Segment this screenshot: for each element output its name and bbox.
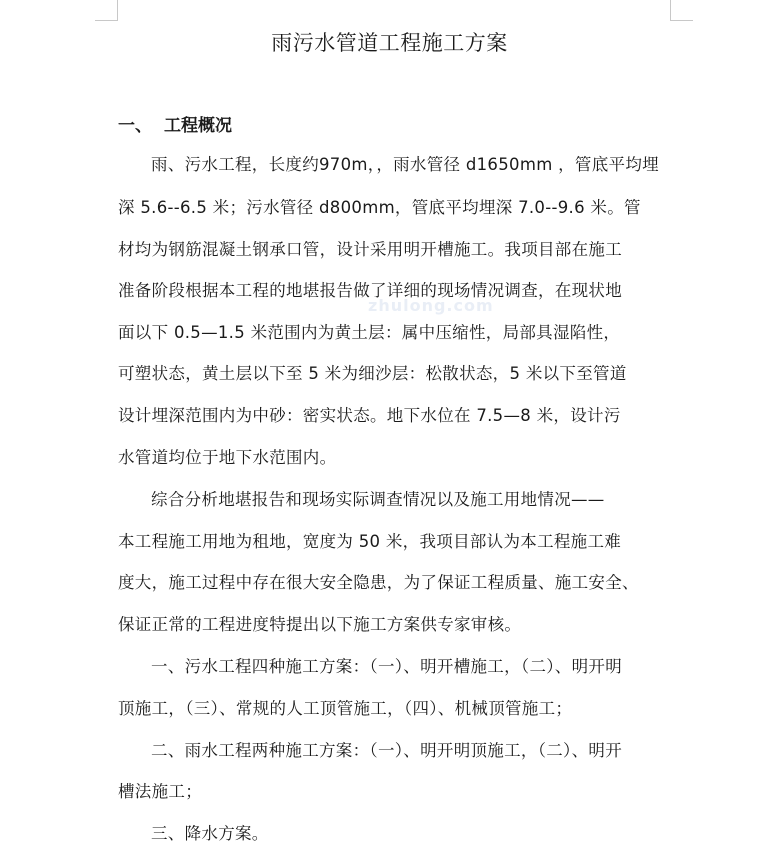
paragraph-line: 可塑状态，黄土层以下至 5 米为细沙层：松散状态，5 米以下至管道 — [118, 364, 627, 383]
section-heading-text: 工程概况 — [164, 116, 232, 136]
list-item-line: 二、雨水工程两种施工方案：（一）、明开明顶施工，（二）、明开 — [151, 741, 622, 760]
page-corner-marker-right — [670, 0, 693, 21]
paragraph-line: 深 5.6--6.5 米；污水管径 d800mm，管底平均埋深 7.0--9.6 米。管 — [118, 198, 641, 217]
paragraph-line: 设计埋深范围内为中砂：密实状态。地下水位在 7.5—8 米，设计污 — [118, 406, 621, 425]
page-corner-marker-left — [95, 0, 118, 21]
paragraph-line: 保证正常的工程进度特提出以下施工方案供专家审核。 — [118, 615, 522, 634]
paragraph-line: 本工程施工用地为租地，宽度为 50 米，我项目部认为本工程施工难 — [118, 532, 622, 551]
list-item-line: 三、降水方案。 — [151, 824, 269, 843]
list-item-line: 一、污水工程四种施工方案：（一）、明开槽施工，（二）、明开明 — [151, 657, 622, 676]
paragraph-line: 度大，施工过程中存在很大安全隐患，为了保证工程质量、施工安全、 — [118, 573, 639, 592]
section-number: 一、 — [118, 116, 152, 136]
watermark: zhulong.com — [368, 296, 494, 315]
list-item-line: 顶施工，（三）、常规的人工顶管施工，（四）、机械顶管施工； — [118, 699, 573, 718]
paragraph-line: 水管道均位于地下水范围内。 — [118, 448, 337, 467]
list-item-line: 槽法施工； — [118, 782, 202, 801]
section-heading — [118, 113, 232, 139]
paragraph-line: 面以下 0.5—1.5 米范围内为黄土层：属中压缩性，局部具湿陷性， — [118, 323, 621, 342]
paragraph-line: 综合分析地堪报告和现场实际调查情况以及施工用地情况—— — [151, 490, 605, 509]
document-title: 雨污水管道工程施工方案 — [271, 31, 508, 55]
paragraph-line: 雨、污水工程，长度约970m，，雨水管径 d1650mm ，管底平均埋 — [151, 155, 659, 174]
paragraph-line: 准备阶段根据本工程的地堪报告做了详细的现场情况调查，在现状地 — [118, 281, 622, 300]
paragraph-line: 材均为钢筋混凝土钢承口管，设计采用明开槽施工。我项目部在施工 — [118, 240, 622, 259]
